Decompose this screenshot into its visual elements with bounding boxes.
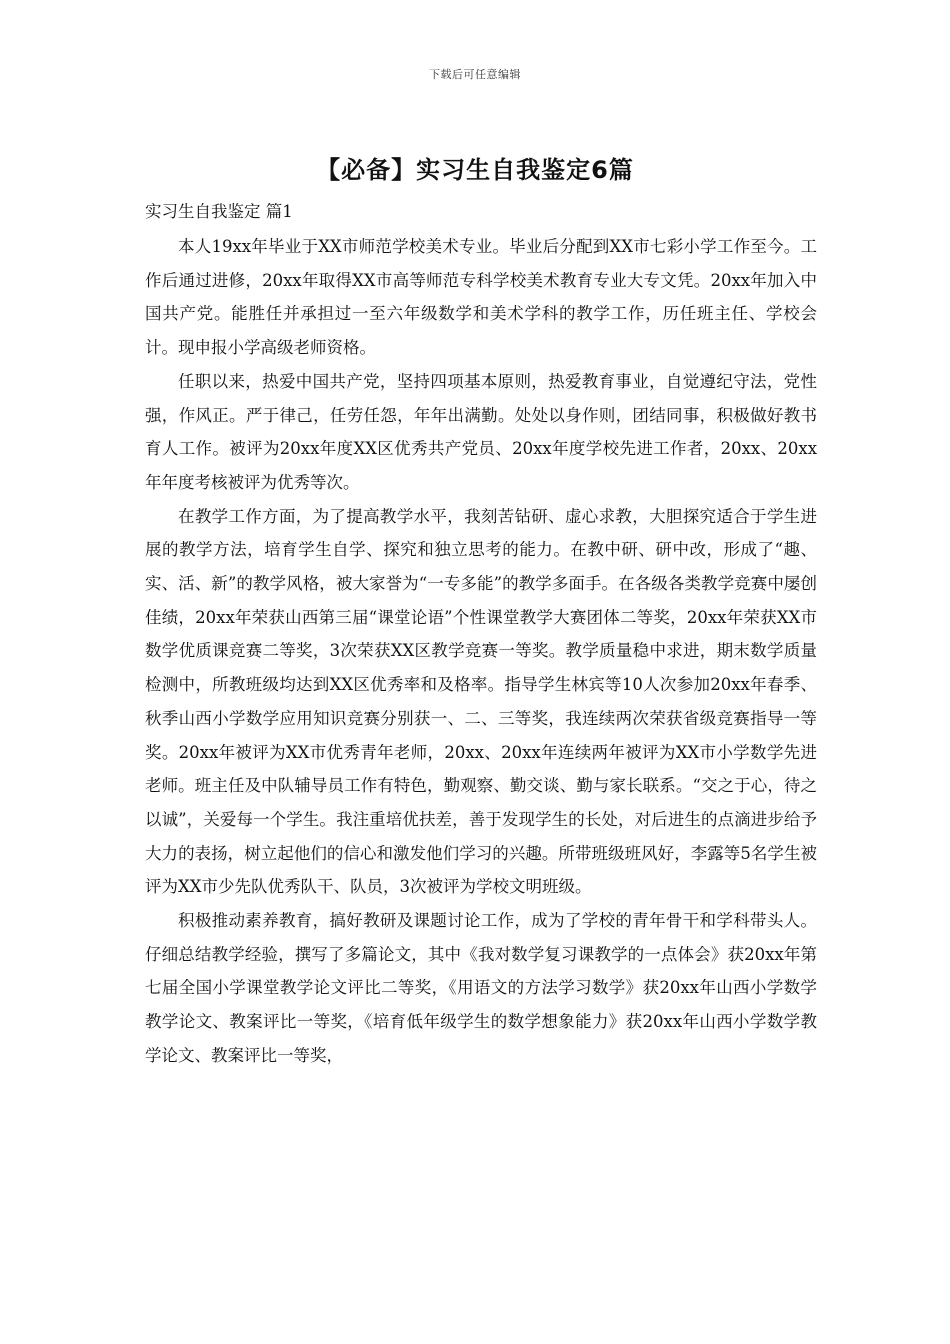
- paragraph-4: 积极推动素养教育，搞好教研及课题讨论工作，成为了学校的青年骨干和学科带头人。仔细总结教学经验，撰写了多篇论文，其中《我对数学复习课教学的一点体会》获20xx年第七届全国小学课堂教学论文评比二等奖，《用语文的方法学习数学》获20xx年山西小学数学教学论文、教案评比一等奖，《培育低年级学生的数学想象能力》获20xx年山西小学数学教学论文、教案评比一等奖，: [145, 911, 817, 1065]
- document-body: [145, 200, 817, 1073]
- header-note: 下载后可任意编辑: [429, 68, 521, 81]
- paragraph-3: 在教学工作方面，为了提高教学水平，我刻苦钻研、虚心求教，大胆探究适合于学生进展的教学方法，培育学生自学、探究和独立思考的能力。在教中研、研中改，形成了“趣、实、活、新”的教学风格，被大家誉为“一专多能”的教学多面手。在各级各类教学竞赛中屡创佳绩，20xx年荣获山西第三届“课堂论语”个性课堂教学大赛团体二等奖，20xx年荣获XX市数学优质课竞赛二等奖，3次荣获XX区教学竞赛一等奖。教学质量稳中求进，期末数学质量检测中，所教班级均达到XX区优秀率和及格率。指导学生林宾等10人次参加20xx年春季、秋季山西小学数学应用知识竞赛分别获一、二、三等奖，我连续两次荣获省级竞赛指导一等奖。20xx年被评为XX市优秀青年老师，20xx、20xx年连续两年被评为XX市小学数学先进老师。班主任及中队辅导员工作有特色，勤观察、勤交谈、勤与家长联系。“交之于心，待之以诚”，关爱每一个学生。我注重培优扶差，善于发现学生的长处，对后进生的点滴进步给予大力的表扬，树立起他们的信心和激发他们学习的兴趣。所带班级班风好，李露等5名学生被评为XX市少先队优秀队干、队员，3次被评为学校文明班级。: [145, 506, 817, 897]
- paragraph-2: 任职以来，热爱中国共产党，坚持四项基本原则，热爱教育事业，自觉遵纪守法，党性强，作风正。严于律己，任劳任怨，年年出满勤。处处以身作则，团结同事，积极做好教书育人工作。被评为20xx年度XX区优秀共产党员、20xx年度学校先进工作者，20xx、20xx年年度考核被评为优秀等次。: [145, 371, 817, 492]
- section-heading: 实习生自我鉴定 篇1: [145, 202, 293, 221]
- document-title: 【必备】实习生自我鉴定6篇: [316, 156, 634, 184]
- paragraph-1: 本人19xx年毕业于XX市师范学校美术专业。毕业后分配到XX市七彩小学工作至今。工作后通过进修，20xx年取得XX市高等师范专科学校美术教育专业大专文凭。20xx年加入中国共产党。能胜任并承担过一至六年级数学和美术学科的教学工作，历任班主任、学校会计。现申报小学高级老师资格。: [145, 237, 817, 358]
